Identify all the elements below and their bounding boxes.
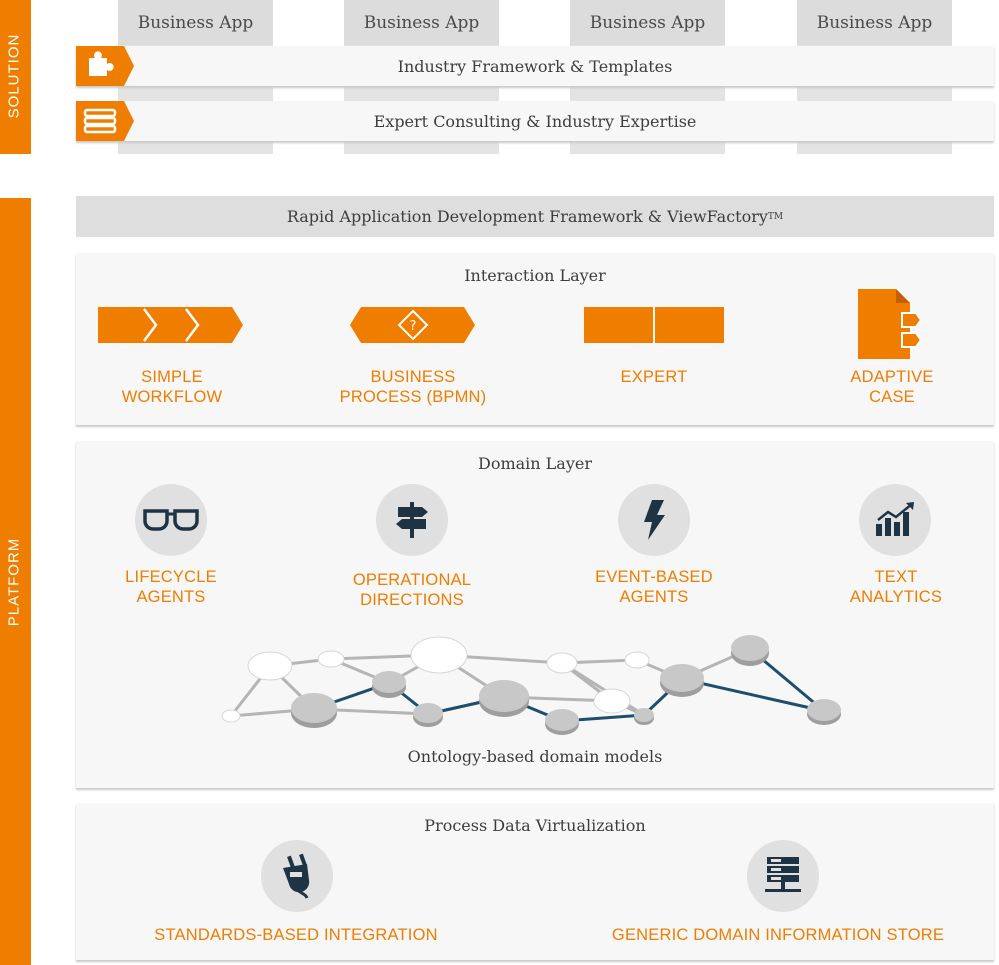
caption-line: EXPERT — [620, 368, 688, 386]
expert-consulting-label: Expert Consulting & Industry Expertise — [373, 111, 697, 131]
lightning-icon-circle — [618, 484, 690, 556]
lightning-icon — [642, 500, 666, 540]
ontology-graph — [216, 629, 856, 739]
data-virtualization-panel — [76, 803, 994, 960]
plug-icon — [277, 852, 317, 900]
industry-framework-band — [76, 46, 994, 86]
interaction-layer-panel — [76, 253, 994, 425]
expert-consulting-band — [76, 101, 994, 141]
interaction-layer-title: Interaction Layer — [464, 266, 606, 285]
signpost-icon — [394, 500, 430, 540]
caption-line: DIRECTIONS — [360, 591, 464, 609]
caption-line: EVENT-BASED — [595, 568, 713, 586]
domain-layer-panel — [76, 441, 994, 788]
solution-label: SOLUTION — [5, 33, 23, 119]
domain-item-caption — [91, 567, 251, 607]
caption-line: CASE — [869, 388, 915, 406]
domain-item-caption — [574, 567, 734, 607]
caption-line: ADAPTIVE — [850, 368, 934, 386]
business-app-box: Business App — [797, 0, 952, 45]
data-virtualization-title: Process Data Virtualization — [424, 816, 646, 835]
business-app-box: Business App — [570, 0, 725, 45]
books-tag-icon — [76, 101, 134, 141]
caption-line: OPERATIONAL — [352, 571, 472, 589]
caption-line: TEXT — [874, 568, 918, 586]
interaction-item-caption — [574, 367, 734, 387]
svg-text:?: ? — [409, 319, 417, 334]
caption-line: SIMPLE — [141, 368, 203, 386]
caption-line: AGENTS — [619, 588, 689, 606]
bar-chart-icon-circle — [859, 484, 931, 556]
case-document-icon — [858, 289, 924, 361]
trademark-mark: TM — [767, 211, 784, 222]
domain-item-caption — [332, 570, 492, 610]
data-item-caption: STANDARDS-BASED INTEGRATION — [154, 926, 438, 944]
rad-framework-band — [76, 196, 994, 237]
interaction-item-caption — [812, 367, 972, 407]
interaction-item-caption — [323, 367, 503, 407]
chevron-arrows-icon — [98, 305, 244, 345]
business-app-box: Business App — [344, 0, 499, 45]
caption-line: AGENTS — [136, 588, 206, 606]
caption-line: WORKFLOW — [121, 388, 223, 406]
platform-label: PLATFORM — [5, 537, 23, 627]
domain-item-caption — [816, 567, 976, 607]
plug-icon-circle — [261, 840, 333, 912]
glasses-icon — [143, 508, 199, 532]
caption-line: BUSINESS — [370, 368, 456, 386]
server-icon — [763, 857, 803, 895]
signpost-icon-circle — [376, 484, 448, 556]
server-icon-circle — [747, 840, 819, 912]
caption-line: ANALYTICS — [849, 588, 943, 606]
bpmn-gateway-icon — [350, 305, 476, 345]
glasses-icon-circle — [135, 484, 207, 556]
data-item-caption: GENERIC DOMAIN INFORMATION STORE — [611, 926, 945, 944]
industry-framework-label: Industry Framework & Templates — [397, 56, 673, 76]
domain-layer-title: Domain Layer — [478, 454, 592, 473]
rad-framework-label: Rapid Application Development Framework & ViewFactory — [286, 207, 768, 226]
ontology-caption: Ontology-based domain models — [407, 747, 663, 766]
bar-chart-icon — [874, 502, 916, 538]
interaction-item-caption — [92, 367, 252, 407]
puzzle-tag-icon — [76, 46, 134, 86]
business-app-box: Business App — [118, 0, 273, 45]
split-bar-icon — [584, 305, 724, 345]
caption-line: LIFECYCLE — [125, 568, 217, 586]
caption-line: PROCESS (BPMN) — [339, 388, 487, 406]
